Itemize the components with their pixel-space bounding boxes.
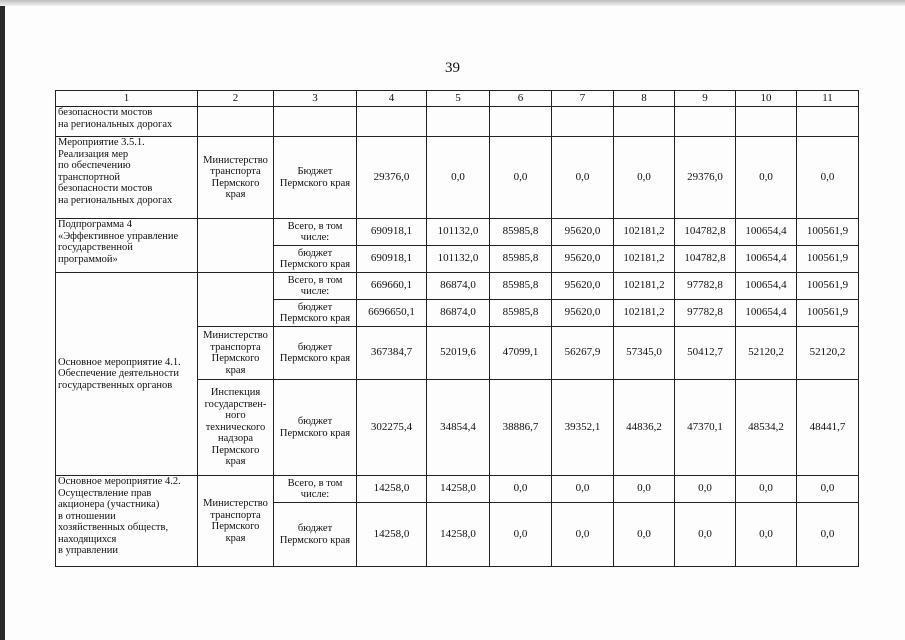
executor-cell xyxy=(198,107,274,137)
value-cell: 367384,7 xyxy=(357,327,427,380)
header-cell: 4 xyxy=(357,91,427,107)
value-cell xyxy=(427,107,490,137)
value-cell xyxy=(357,107,427,137)
program-name-cell: безопасности мостов на региональных дорогах xyxy=(56,107,198,137)
header-cell: 7 xyxy=(552,91,614,107)
program-name-cell: Основное мероприятие 4.2. Осуществление прав акционера (участника) в отношении хозяйственных обществ, находящихся в управлении xyxy=(56,476,198,567)
value-cell: 104782,8 xyxy=(675,246,736,273)
scan-edge-top xyxy=(0,0,905,6)
source-cell: бюджет Пермского края xyxy=(274,300,357,327)
value-cell: 100561,9 xyxy=(797,300,859,327)
value-cell: 95620,0 xyxy=(552,300,614,327)
source-cell: бюджет Пермского края xyxy=(274,246,357,273)
value-cell: 97782,8 xyxy=(675,300,736,327)
value-cell xyxy=(490,107,552,137)
value-cell: 0,0 xyxy=(552,476,614,503)
value-cell: 0,0 xyxy=(797,137,859,219)
value-cell: 669660,1 xyxy=(357,273,427,300)
executor-cell: Инспекция государствен- ного технического надзора Пермского края xyxy=(198,380,274,476)
header-cell: 1 xyxy=(56,91,198,107)
value-cell: 0,0 xyxy=(552,503,614,567)
value-cell: 95620,0 xyxy=(552,219,614,246)
value-cell: 100561,9 xyxy=(797,246,859,273)
value-cell: 100561,9 xyxy=(797,219,859,246)
scan-edge-left xyxy=(0,0,5,640)
source-cell: Всего, в том числе: xyxy=(274,273,357,300)
header-row xyxy=(56,91,859,107)
source-cell: бюджет Пермского края xyxy=(274,327,357,380)
value-cell: 0,0 xyxy=(736,137,797,219)
value-cell: 57345,0 xyxy=(614,327,675,380)
value-cell: 102181,2 xyxy=(614,300,675,327)
value-cell: 47370,1 xyxy=(675,380,736,476)
executor-cell xyxy=(198,273,274,327)
source-cell: Бюджет Пермского края xyxy=(274,137,357,219)
value-cell xyxy=(797,107,859,137)
table-row xyxy=(56,476,859,503)
source-cell xyxy=(274,107,357,137)
value-cell: 100654,4 xyxy=(736,246,797,273)
value-cell: 0,0 xyxy=(490,137,552,219)
program-name-cell: Подпрограмма 4 «Эффективное управление государственной программой» xyxy=(56,219,198,273)
value-cell: 0,0 xyxy=(797,503,859,567)
value-cell: 100654,4 xyxy=(736,300,797,327)
value-cell xyxy=(736,107,797,137)
value-cell: 100654,4 xyxy=(736,273,797,300)
value-cell: 0,0 xyxy=(675,476,736,503)
value-cell: 56267,9 xyxy=(552,327,614,380)
value-cell: 0,0 xyxy=(490,503,552,567)
header-cell: 2 xyxy=(198,91,274,107)
header-cell: 3 xyxy=(274,91,357,107)
value-cell: 34854,4 xyxy=(427,380,490,476)
value-cell: 50412,7 xyxy=(675,327,736,380)
value-cell: 39352,1 xyxy=(552,380,614,476)
source-cell: Всего, в том числе: xyxy=(274,476,357,503)
header-cell: 5 xyxy=(427,91,490,107)
header-cell: 11 xyxy=(797,91,859,107)
value-cell: 0,0 xyxy=(797,476,859,503)
executor-cell xyxy=(198,219,274,273)
value-cell: 14258,0 xyxy=(427,476,490,503)
value-cell: 14258,0 xyxy=(357,476,427,503)
value-cell: 6696650,1 xyxy=(357,300,427,327)
budget-table xyxy=(55,90,859,567)
table-row xyxy=(56,137,859,219)
value-cell: 29376,0 xyxy=(357,137,427,219)
value-cell: 0,0 xyxy=(736,476,797,503)
value-cell: 48534,2 xyxy=(736,380,797,476)
value-cell: 85985,8 xyxy=(490,300,552,327)
value-cell: 38886,7 xyxy=(490,380,552,476)
executor-cell: Министерство транспорта Пермского края xyxy=(198,137,274,219)
program-name-cell: Мероприятие 3.5.1. Реализация мер по обеспечению транспортной безопасности мостов на региональных дорогах xyxy=(56,137,198,219)
value-cell: 14258,0 xyxy=(427,503,490,567)
value-cell xyxy=(614,107,675,137)
value-cell: 102181,2 xyxy=(614,219,675,246)
value-cell: 0,0 xyxy=(427,137,490,219)
value-cell: 690918,1 xyxy=(357,219,427,246)
value-cell xyxy=(675,107,736,137)
value-cell: 100561,9 xyxy=(797,273,859,300)
table-row xyxy=(56,273,859,300)
value-cell: 0,0 xyxy=(490,476,552,503)
value-cell: 101132,0 xyxy=(427,246,490,273)
value-cell: 48441,7 xyxy=(797,380,859,476)
value-cell: 44836,2 xyxy=(614,380,675,476)
executor-cell: Министерство транспорта Пермского края xyxy=(198,476,274,567)
value-cell: 0,0 xyxy=(614,476,675,503)
value-cell: 86874,0 xyxy=(427,273,490,300)
value-cell: 95620,0 xyxy=(552,273,614,300)
value-cell: 0,0 xyxy=(675,503,736,567)
value-cell: 52120,2 xyxy=(797,327,859,380)
source-cell: бюджет Пермского края xyxy=(274,380,357,476)
table-row xyxy=(56,219,859,246)
value-cell: 0,0 xyxy=(614,503,675,567)
table-row xyxy=(56,107,859,137)
value-cell: 0,0 xyxy=(736,503,797,567)
value-cell: 85985,8 xyxy=(490,246,552,273)
source-cell: Всего, в том числе: xyxy=(274,219,357,246)
value-cell: 86874,0 xyxy=(427,300,490,327)
value-cell: 52120,2 xyxy=(736,327,797,380)
executor-cell: Министерство транспорта Пермского края xyxy=(198,327,274,380)
value-cell: 85985,8 xyxy=(490,219,552,246)
value-cell: 95620,0 xyxy=(552,246,614,273)
value-cell: 85985,8 xyxy=(490,273,552,300)
value-cell: 104782,8 xyxy=(675,219,736,246)
value-cell: 102181,2 xyxy=(614,273,675,300)
header-cell: 10 xyxy=(736,91,797,107)
value-cell: 14258,0 xyxy=(357,503,427,567)
page-number: 39 xyxy=(445,60,460,76)
source-cell: бюджет Пермского края xyxy=(274,503,357,567)
value-cell: 29376,0 xyxy=(675,137,736,219)
value-cell: 52019,6 xyxy=(427,327,490,380)
value-cell: 47099,1 xyxy=(490,327,552,380)
value-cell: 97782,8 xyxy=(675,273,736,300)
value-cell: 690918,1 xyxy=(357,246,427,273)
value-cell: 102181,2 xyxy=(614,246,675,273)
value-cell: 100654,4 xyxy=(736,219,797,246)
value-cell: 0,0 xyxy=(614,137,675,219)
value-cell: 101132,0 xyxy=(427,219,490,246)
value-cell: 302275,4 xyxy=(357,380,427,476)
header-cell: 9 xyxy=(675,91,736,107)
program-name-cell: Основное мероприятие 4.1. Обеспечение деятельности государственных органов xyxy=(56,273,198,476)
value-cell xyxy=(552,107,614,137)
value-cell: 0,0 xyxy=(552,137,614,219)
header-cell: 6 xyxy=(490,91,552,107)
header-cell: 8 xyxy=(614,91,675,107)
